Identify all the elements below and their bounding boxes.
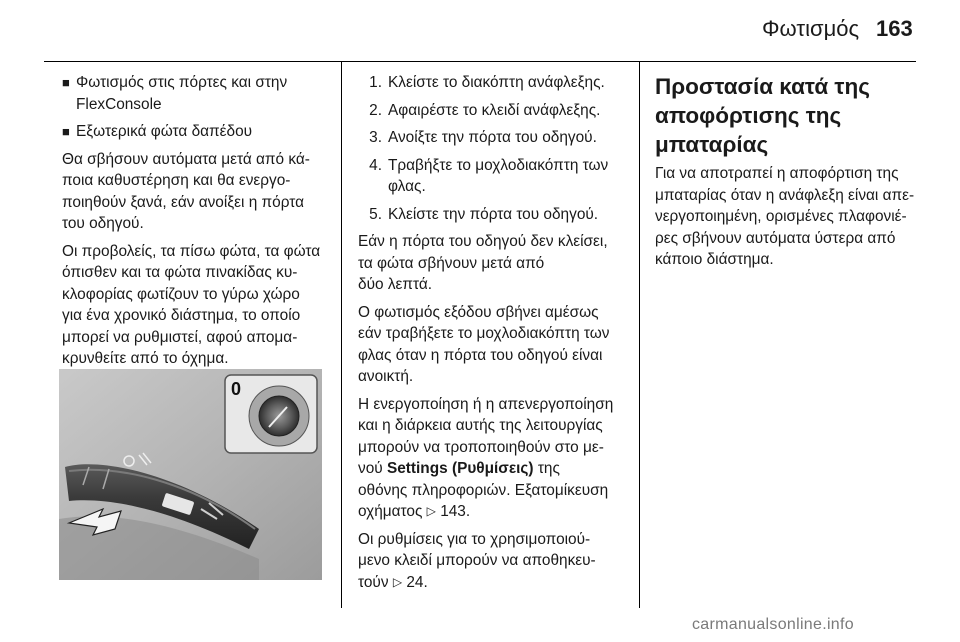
section-title: Φωτισμός <box>762 16 860 41</box>
section-heading: Προστασία κατά της αποφόρτισης της μπαταρίας <box>655 74 870 157</box>
paragraph: Οι ρυθμίσεις για το χρησιμοποιού- μενο κλειδί μπορούν να αποθηκευ- τούν ▷ 24. <box>358 529 633 594</box>
header-rule <box>44 61 916 62</box>
turn-signal-lever-illustration <box>59 369 322 580</box>
page-header <box>0 0 960 62</box>
bullet-item <box>62 72 330 115</box>
text-line: Εξωτερικά φώτα δαπέδου <box>76 123 253 140</box>
column-2 <box>358 72 633 599</box>
paragraph: Η ενεργοποίηση ή η απενεργοποίηση και η διάρκεια αυτής της λειτουργίας μπορούν να τροποποιηθούν στο με- νού Settings (Ρυθμίσεις) της οθόνης πληροφοριών. Εξατομίκευση οχήματος ▷ 143. <box>358 394 633 523</box>
column-divider-1 <box>341 62 342 608</box>
text-line: Φωτισμός στις πόρτες και στην <box>76 74 288 91</box>
bullet-marker: ■ <box>62 124 70 139</box>
page-reference: 24. <box>406 573 428 591</box>
menu-reference: Settings (Ρυθμίσεις) <box>386 460 534 477</box>
bullet-marker: ■ <box>62 75 70 90</box>
step-item: 2. Αφαιρέστε το κλειδί ανάφλεξης. <box>369 101 601 119</box>
step-item: 1. Κλείστε το διακόπτη ανάφλεξης. <box>369 74 605 91</box>
column-1 <box>62 72 330 416</box>
watermark: carmanualsonline.info <box>692 616 854 633</box>
step-item: 5. Κλείστε την πόρτα του οδηγού. <box>369 205 599 223</box>
bullet-item <box>62 121 330 143</box>
column-divider-2 <box>639 62 640 608</box>
page-reference-icon: ▷ <box>392 574 403 589</box>
paragraph: Οι προβολείς, τα πίσω φώτα, τα φώτα όπισθεν και τα φώτα πινακίδας κυ- κλοφορίας φωτίζουν το γύρω χώρο για ένα χρονικό διάστημα, το οποίο μπορεί να ρυθμιστεί, αφού απομα- κρυνθείτε από το όχημα. <box>62 242 321 367</box>
text-line: FlexConsole <box>76 95 162 113</box>
page-reference: 143. <box>440 503 471 520</box>
knob-position-label: 0 <box>231 379 242 399</box>
paragraph: Θα σβήσουν αυτόματα μετά από κά- ποια καθυστέρηση και θα ενεργο- ποιηθούν ξανά, εάν ανοίξει η πόρτα του οδηγού. <box>62 150 310 232</box>
paragraph: Εάν η πόρτα του οδηγού δεν κλείσει, τα φώτα σβήνουν μετά από δύο λεπτά. <box>358 233 608 293</box>
step-item: 3. Ανοίξτε την πόρτα του οδηγού. <box>369 129 597 146</box>
column-3 <box>655 72 955 277</box>
page-reference-icon: ▷ <box>426 504 436 518</box>
paragraph: Για να αποτραπεί η αποφόρτιση της μπαταρίας όταν η ανάφλεξη είναι απε- νεργοποιημένη, ορισμένες πλαφονιέ- ρες σβήνουν αυτόματα ύστερα από κάποιο διάστημα. <box>655 165 915 268</box>
paragraph: Ο φωτισμός εξόδου σβήνει αμέσως εάν τραβήξετε το μοχλοδιακόπτη των φλας όταν η πόρτα του οδηγού είναι ανοικτή. <box>358 303 610 385</box>
page-number: 163 <box>876 16 913 41</box>
step-item: 4. Τραβήξτε το μοχλοδιακόπτη των φλας. <box>369 156 609 195</box>
